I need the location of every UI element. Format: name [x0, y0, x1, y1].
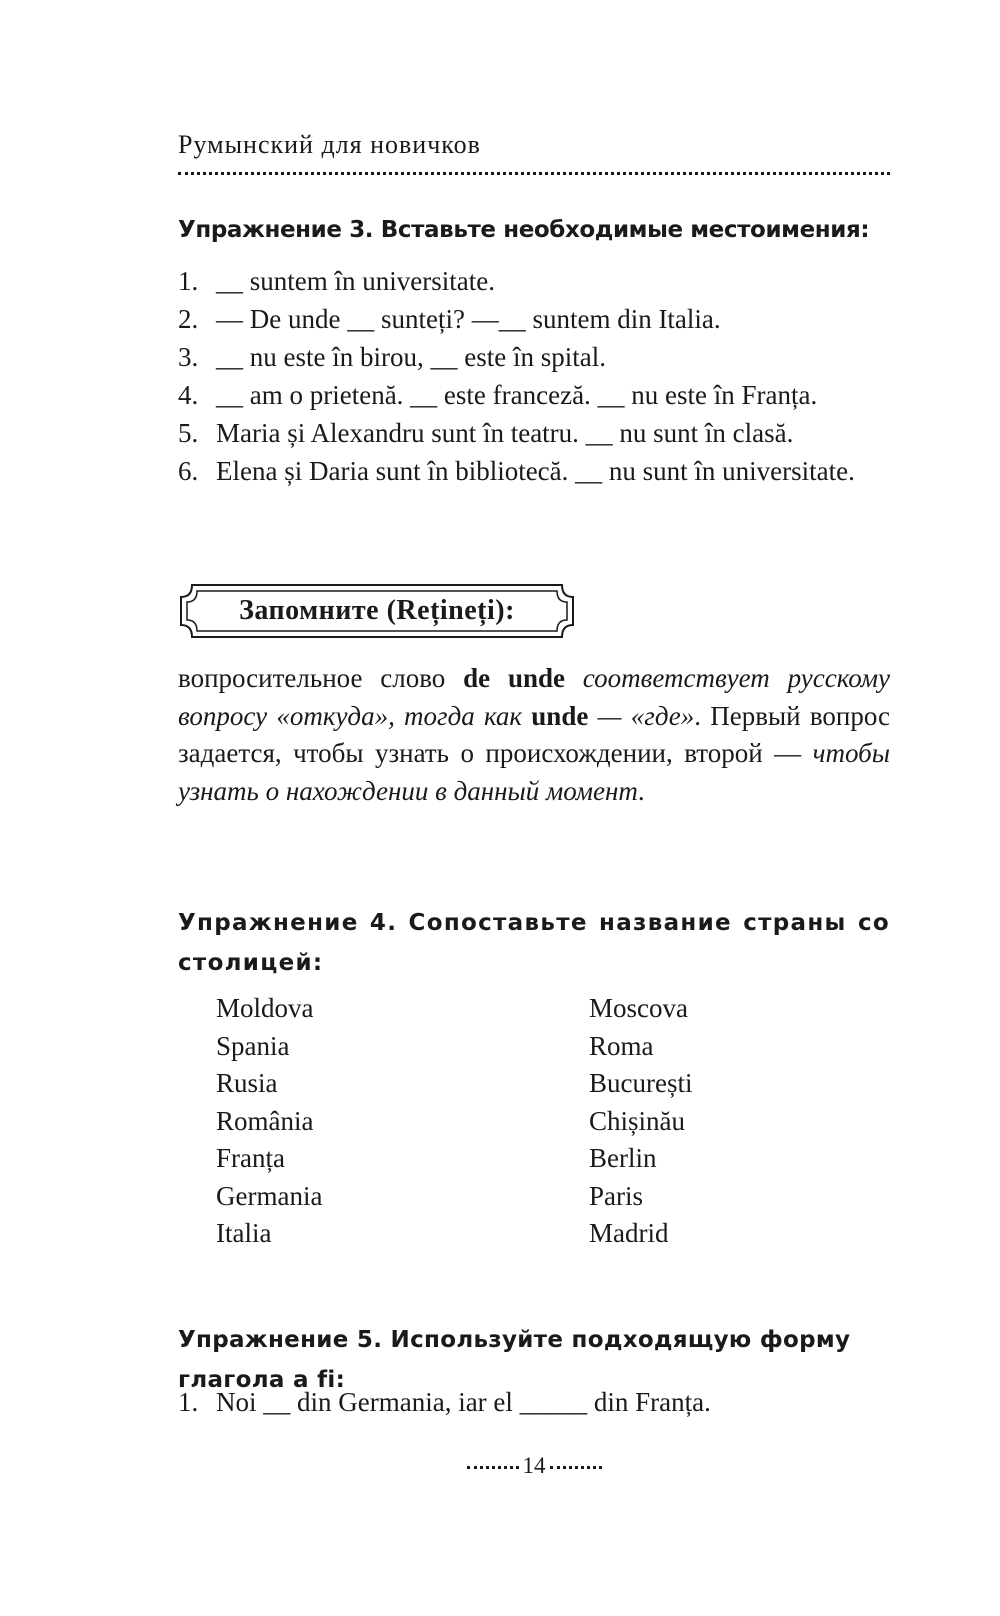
remember-label: Запомните (Rețineți):	[239, 595, 515, 626]
item-number: 5.	[178, 418, 199, 448]
header-dotted-rule	[178, 172, 890, 175]
countries-column	[216, 990, 322, 1253]
exercise-5-list	[178, 1383, 890, 1421]
note-bold-term: de unde	[463, 663, 565, 693]
list-item	[178, 376, 890, 414]
note-italic: — «где»	[588, 700, 695, 731]
list-item	[178, 262, 890, 300]
remember-frame	[178, 582, 576, 640]
item-text: — De unde __ sunteți? —__ suntem din Italia.	[216, 304, 721, 334]
capital-item: Chișinău	[589, 1105, 686, 1136]
list-item	[178, 1383, 890, 1421]
item-text: __ suntem în universitate.	[216, 266, 495, 296]
item-number: 3.	[178, 342, 199, 372]
item-text: __ nu este în birou, __ este în spital.	[216, 342, 606, 372]
capital-item: Paris	[589, 1180, 643, 1211]
note-text: . Первый вопрос задается, чтобы узнать о происхождении, второй —	[178, 700, 890, 768]
country-item: România	[216, 1105, 314, 1136]
capital-item: Berlin	[589, 1143, 657, 1173]
exercise-4-title: Упражнение 4. Сопоставьте название страны со столицей:	[178, 910, 890, 976]
list-item	[178, 414, 890, 452]
capital-item: Roma	[589, 1030, 654, 1061]
capital-item: Madrid	[589, 1218, 669, 1248]
note-italic: соответствует русскому вопросу «откуда», тогда как	[178, 663, 890, 731]
country-item: Germania	[216, 1180, 323, 1211]
item-text: __ am o prietenă. __ este franceză. __ nu este în Franța.	[216, 380, 818, 410]
capital-item: București	[589, 1068, 693, 1098]
note-text: вопросительное слово	[178, 663, 464, 693]
item-number: 2.	[178, 304, 199, 334]
country-item: Italia	[216, 1218, 272, 1248]
country-item: Franța	[216, 1143, 285, 1173]
folio-dots-right	[550, 1466, 602, 1469]
country-item: Spania	[216, 1030, 290, 1061]
item-text: Noi __ din Germania, iar el _____ din Franța.	[216, 1387, 711, 1417]
running-head: Румынский для новичков	[178, 130, 481, 159]
country-item: Rusia	[216, 1068, 278, 1098]
item-number: 1.	[178, 266, 199, 296]
folio-dots-left	[467, 1466, 519, 1469]
item-text: Elena și Daria sunt în bibliotecă. __ nu sunt în universitate.	[216, 456, 855, 486]
list-item	[178, 338, 890, 376]
capitals-column	[589, 990, 692, 1253]
item-number: 1.	[178, 1387, 199, 1417]
remember-note	[178, 660, 890, 810]
exercise-5-title: Упражнение 5. Используйте подходящую форму глагола a fi:	[178, 1327, 851, 1393]
page-number-value: 14	[522, 1453, 546, 1478]
capital-item: Moscova	[589, 993, 688, 1023]
item-text: Maria și Alexandru sunt în teatru. __ nu sunt în clasă.	[216, 418, 794, 448]
page-number	[178, 1453, 890, 1479]
list-item	[178, 300, 890, 338]
list-item	[178, 452, 890, 490]
item-number: 4.	[178, 380, 199, 410]
exercise-3-title: Упражнение 3. Вставьте необходимые местоимения:	[178, 217, 870, 243]
note-bold-term: unde	[531, 700, 589, 731]
country-item: Moldova	[216, 993, 314, 1023]
exercise-3-list	[178, 262, 890, 490]
note-text: .	[637, 775, 645, 806]
note-italic: чтобы узнать о нахождении в данный момент	[178, 738, 890, 806]
item-number: 6.	[178, 456, 199, 486]
